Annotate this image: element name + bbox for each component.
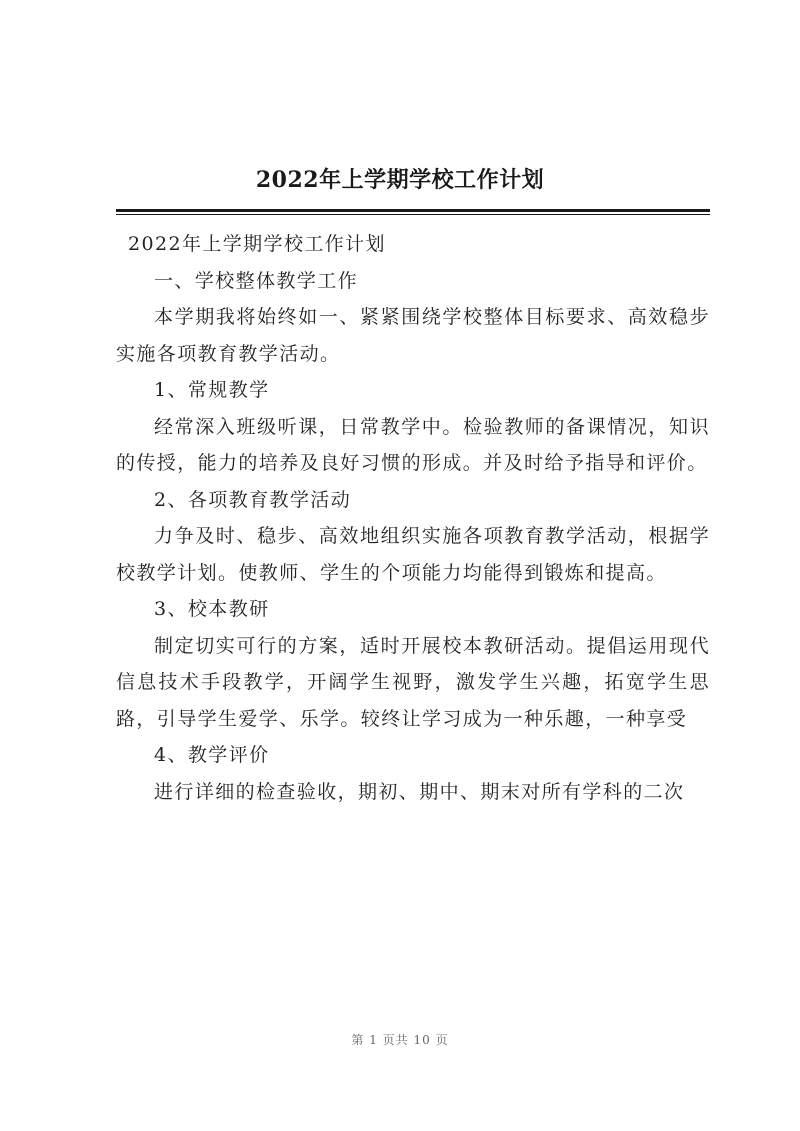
document-body xyxy=(116,226,710,810)
page-number-footer: 第 1 页共 10 页 xyxy=(351,1033,449,1047)
title-divider xyxy=(116,209,710,212)
paragraph: 进行详细的检查验收，期初、期中、期末对所有学科的二次 xyxy=(154,780,685,803)
page-title: 2022年上学期学校工作计划 xyxy=(255,167,545,193)
subsection-heading: 3、校本教研 xyxy=(154,598,270,620)
subsection-heading: 4、教学评价 xyxy=(154,744,270,766)
subsection-heading: 1、常规教学 xyxy=(154,379,270,401)
title-divider-thin xyxy=(116,214,710,215)
section-heading: 一、学校整体教学工作 xyxy=(154,269,359,292)
paragraph: 制定切实可行的方案，适时开展校本教研活动。提倡运用现代信息技术手段教学，开阔学生视野，激发学生兴趣，拓宽学生思路，引导学生爱学、乐学。较终让学习成为一种乐趣，一种享受 xyxy=(116,634,710,730)
body-title-line: 2022年上学期学校工作计划 xyxy=(128,233,386,255)
paragraph: 本学期我将始终如一、紧紧围绕学校整体目标要求、高效稳步实施各项教育教学活动。 xyxy=(116,306,710,365)
paragraph: 力争及时、稳步、高效地组织实施各项教育教学活动，根据学校教学计划。使教师、学生的个项能力均能得到锻炼和提高。 xyxy=(116,525,710,584)
subsection-heading: 2、各项教育教学活动 xyxy=(154,488,352,511)
paragraph: 经常深入班级听课，日常教学中。检验教师的备课情况，知识的传授，能力的培养及良好习惯的形成。并及时给予指导和评价。 xyxy=(116,415,710,474)
